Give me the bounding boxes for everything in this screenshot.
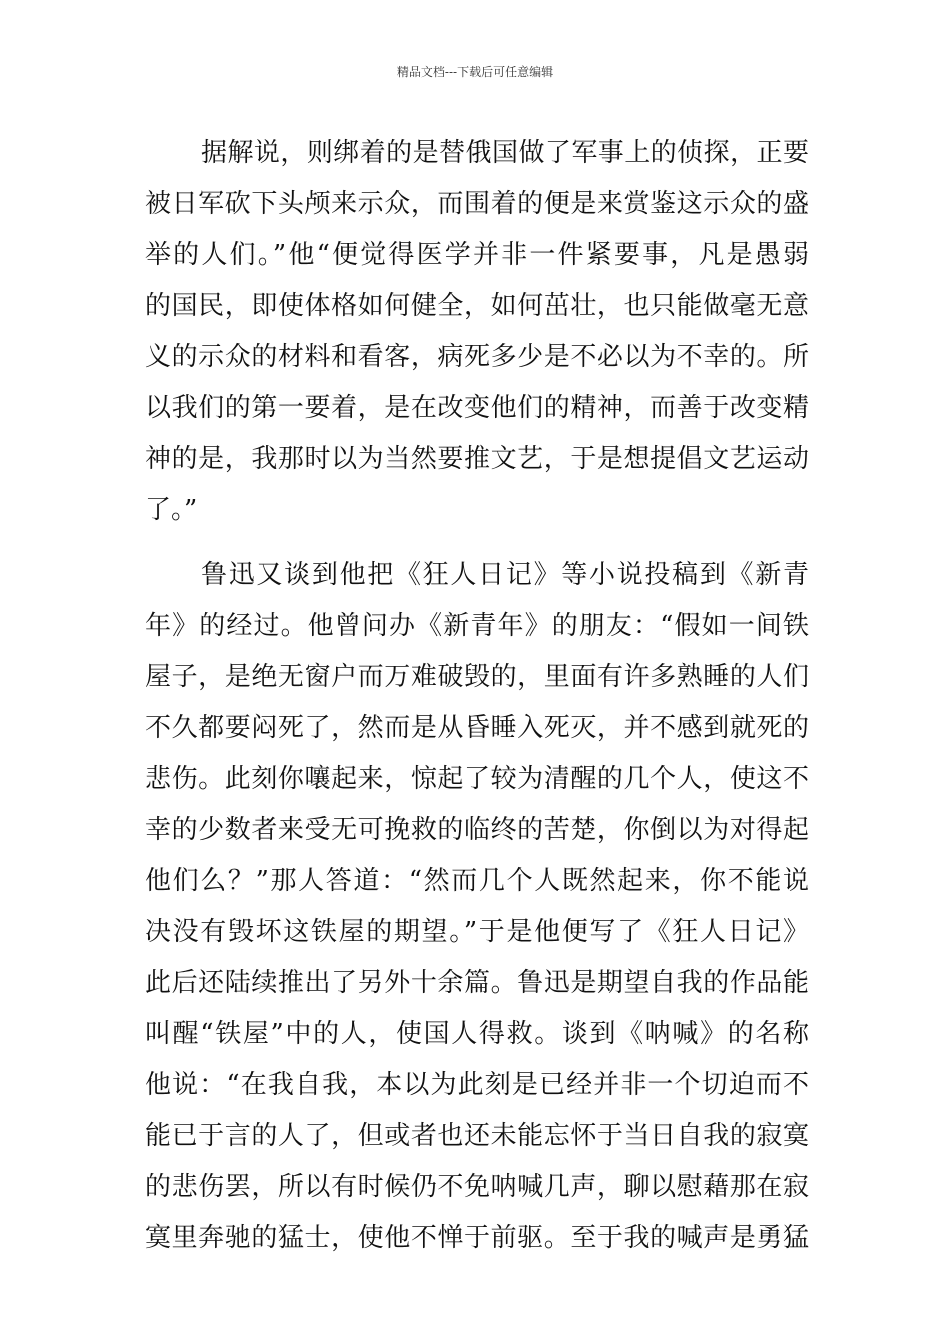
- text-line: 幸的少数者来受无可挽救的临终的苦楚，你倒以为对得起: [145, 815, 809, 845]
- text-line: 年》的经过。他曾问办《新青年》的朋友：“假如一间铁: [145, 611, 809, 641]
- text-line: 的国民，即使体格如何健全，如何茁壮，也只能做毫无意: [145, 291, 809, 321]
- page-header: 精品文档---下载后可任意编辑: [396, 65, 554, 79]
- text-line: 此后还陆续推出了另外十余篇。鲁迅是期望自我的作品能: [145, 968, 809, 998]
- paragraph-1: [145, 128, 809, 536]
- text-line: 以我们的第一要着，是在改变他们的精神，而善于改变精: [145, 393, 809, 423]
- text-line: 举的人们。”他“便觉得医学并非一件紧要事，凡是愚弱: [145, 240, 809, 270]
- text-line: 他们么？”那人答道：“然而几个人既然起来，你不能说: [145, 866, 809, 896]
- text-line: 据解说，则绑着的是替俄国做了军事上的侦探，正要: [201, 138, 809, 168]
- text-line: 被日军砍下头颅来示众，而围着的便是来赏鉴这示众的盛: [145, 189, 809, 219]
- text-line: 义的示众的材料和看客，病死多少是不必以为不幸的。所: [145, 342, 809, 372]
- text-line: 他说：“在我自我，本以为此刻是已经并非一个切迫而不: [145, 1070, 809, 1100]
- text-line: 的悲伤罢，所以有时候仍不免呐喊几声，聊以慰藉那在寂: [145, 1172, 809, 1202]
- text-line: 叫醒“铁屋”中的人，使国人得救。谈到《呐喊》的名称: [145, 1019, 809, 1049]
- body-text: [145, 128, 809, 1264]
- text-line: 寞里奔驰的猛士，使他不惮于前驱。至于我的喊声是勇猛: [145, 1223, 809, 1253]
- text-line: 决没有毁坏这铁屋的期望。”于是他便写了《狂人日记》: [145, 917, 809, 947]
- text-line: 能已于言的人了，但或者也还未能忘怀于当日自我的寂寞: [145, 1121, 809, 1151]
- text-line: 屋子，是绝无窗户而万难破毁的，里面有许多熟睡的人们: [145, 662, 809, 692]
- text-line: 了。”: [145, 495, 198, 525]
- text-line: 神的是，我那时以为当然要推文艺，于是想提倡文艺运动: [145, 444, 809, 474]
- paragraph-2: [145, 550, 809, 1264]
- text-line: 鲁迅又谈到他把《狂人日记》等小说投稿到《新青: [201, 560, 809, 590]
- text-line: 不久都要闷死了，然而是从昏睡入死灭，并不感到就死的: [145, 713, 809, 743]
- paragraph-gap: [145, 536, 809, 550]
- text-line: 悲伤。此刻你嚷起来，惊起了较为清醒的几个人，使这不: [145, 764, 809, 794]
